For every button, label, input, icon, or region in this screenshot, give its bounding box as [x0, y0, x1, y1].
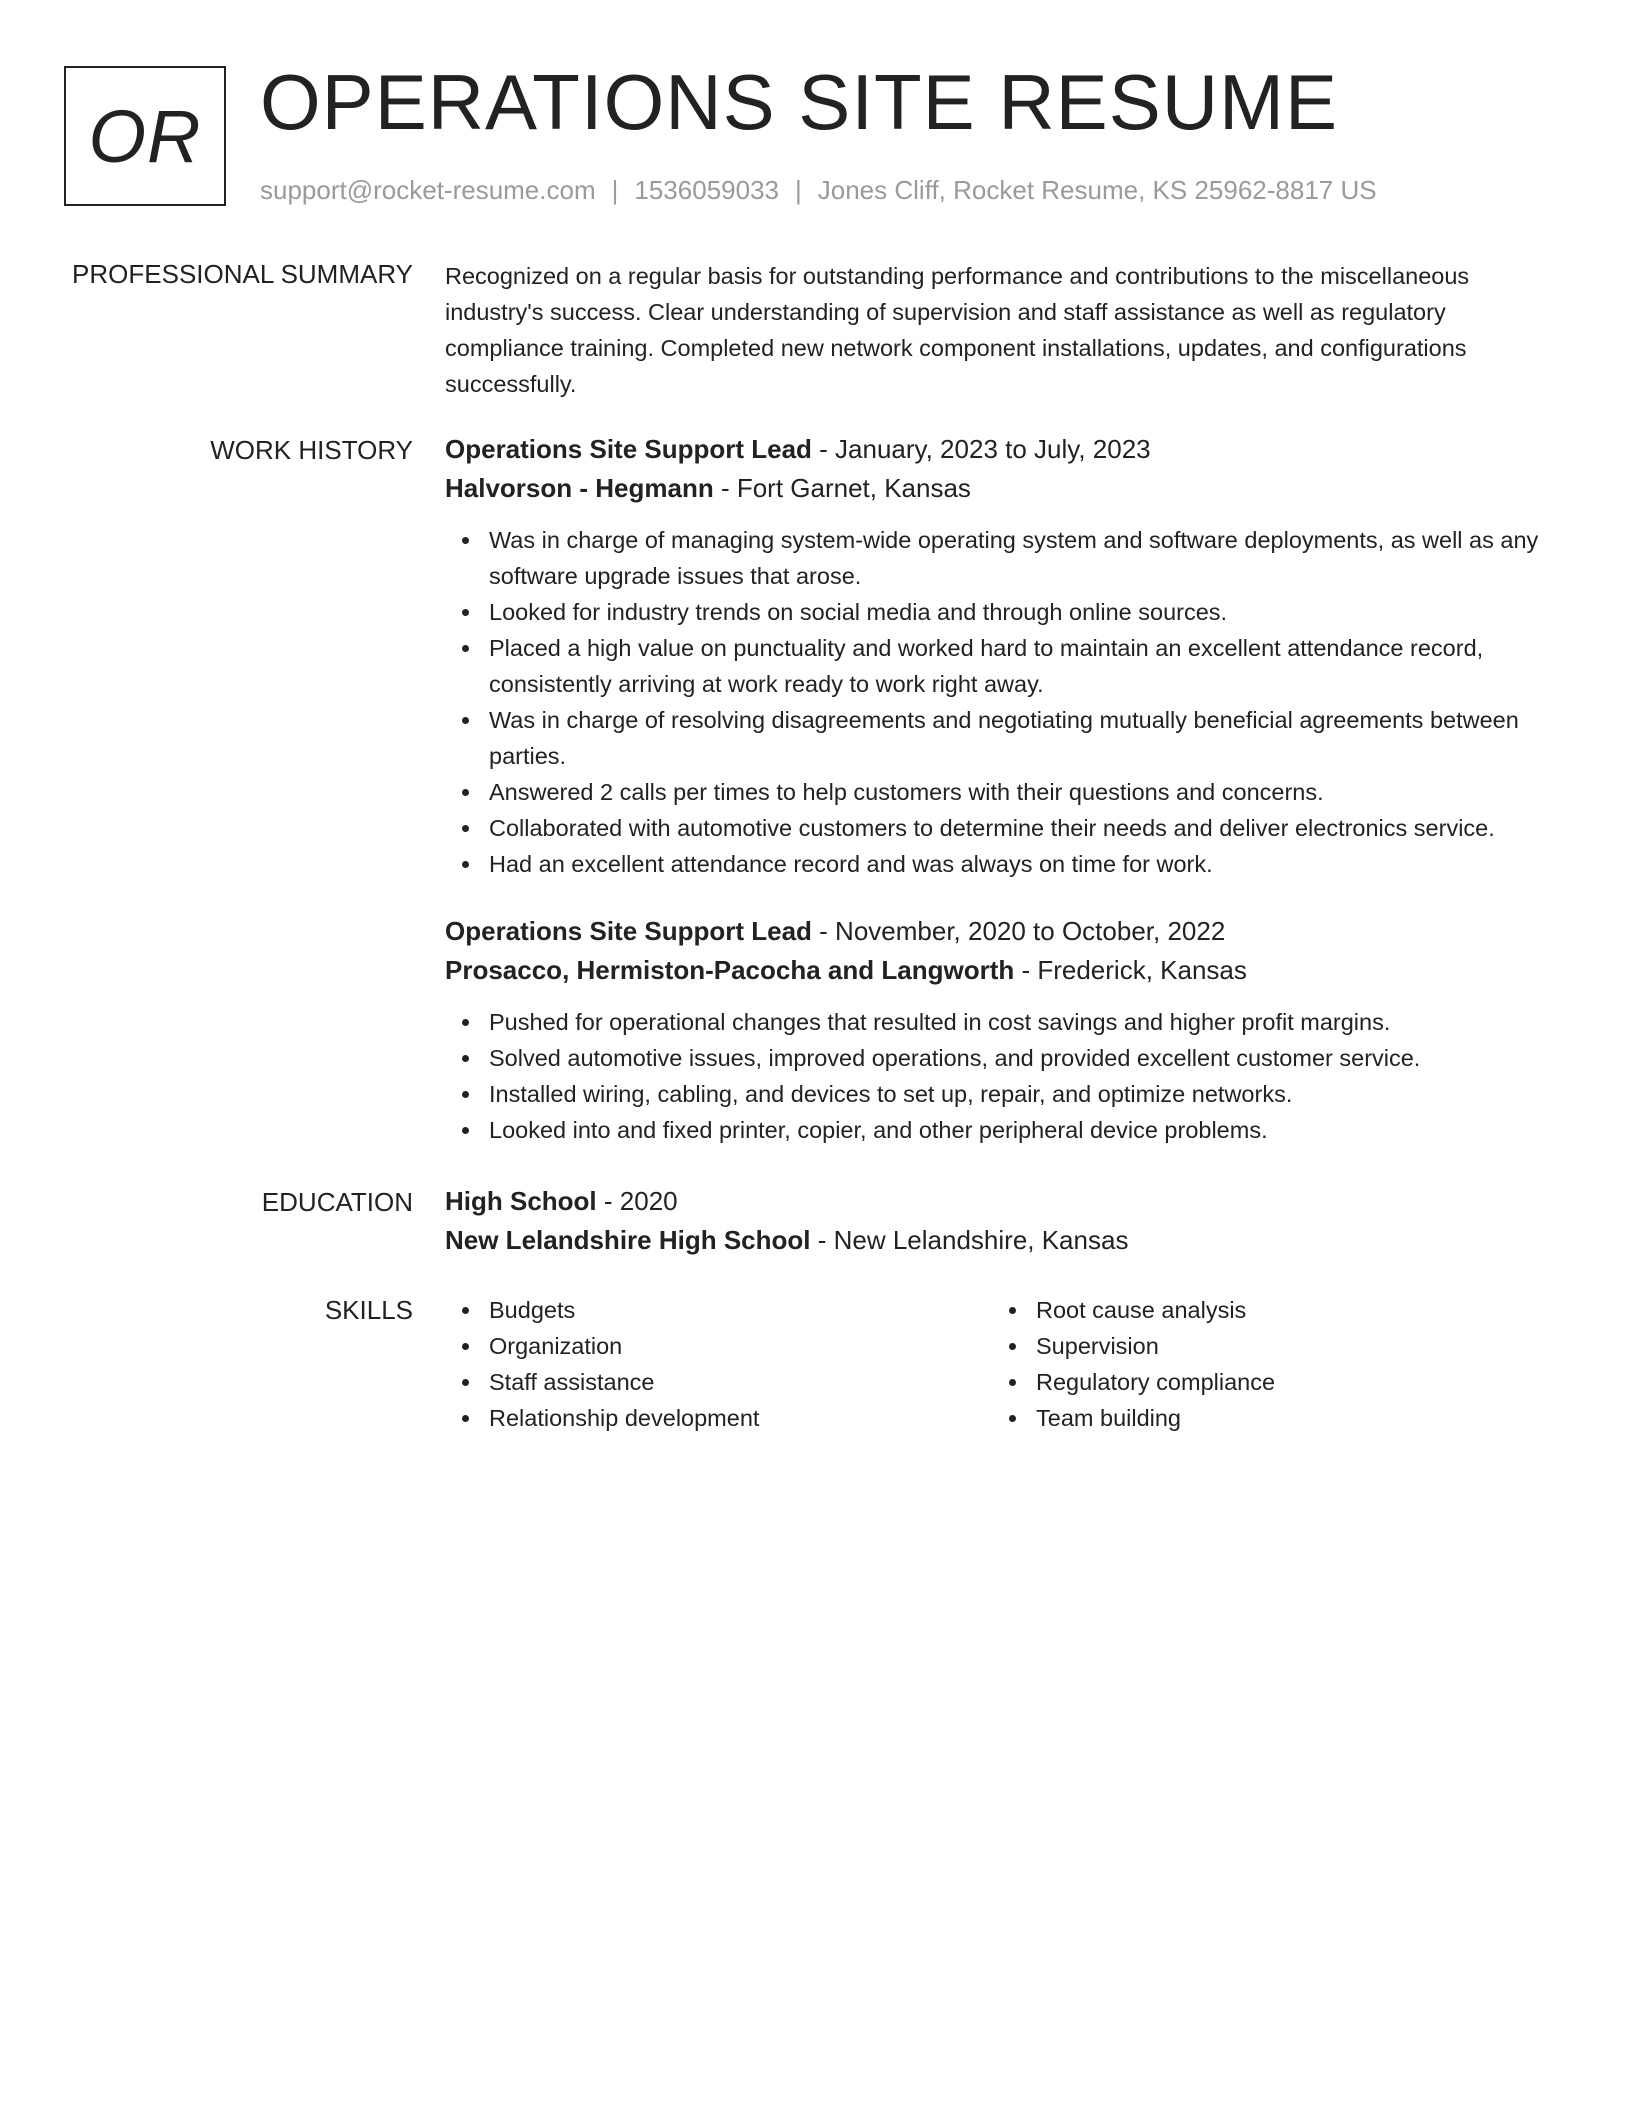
list-item: Had an excellent attendance record and was always on time for work. [489, 846, 1557, 882]
list-item: Budgets [489, 1292, 992, 1328]
monogram-badge: OR [64, 66, 226, 206]
job-title: Operations Site Support Lead [445, 434, 812, 464]
contact-email: support@rocket-resume.com [260, 175, 596, 205]
education-degree: High School [445, 1186, 597, 1216]
job-dates: - November, 2020 to October, 2022 [811, 916, 1226, 946]
summary-text: Recognized on a regular basis for outstanding performance and contributions to the miscellaneous industry's success. Clear understanding of supervision and staff assistance as well as regulatory compliance training. Completed new network component installations, updates, and configurations successfully. [445, 263, 1470, 397]
list-item: Organization [489, 1328, 992, 1364]
work-history-body [445, 430, 1557, 1148]
list-item: Was in charge of managing system-wide operating system and software deployments, as well as any software upgrade issues that arose. [489, 522, 1557, 594]
job-bullet-list [445, 1004, 1557, 1148]
job-entry [445, 912, 1557, 1148]
list-item: Collaborated with automotive customers to determine their needs and deliver electronics service. [489, 810, 1557, 846]
contact-separator: | [795, 175, 802, 205]
section-label-education: EDUCATION [261, 1187, 413, 1217]
education-location: - New Lelandshire, Kansas [810, 1225, 1129, 1255]
job-dates: - January, 2023 to July, 2023 [811, 434, 1151, 464]
list-item: Answered 2 calls per times to help customers with their questions and concerns. [489, 774, 1557, 810]
job-company-line [445, 951, 1557, 990]
job-title: Operations Site Support Lead [445, 916, 812, 946]
list-item: Looked into and fixed printer, copier, and other peripheral device problems. [489, 1112, 1557, 1148]
list-item: Was in charge of resolving disagreements and negotiating mutually beneficial agreements between parties. [489, 702, 1557, 774]
list-item: Root cause analysis [1036, 1292, 1539, 1328]
education-school: New Lelandshire High School [445, 1225, 811, 1255]
list-item: Supervision [1036, 1328, 1539, 1364]
list-item: Looked for industry trends on social media and through online sources. [489, 594, 1557, 630]
job-company: Halvorson - Hegmann [445, 473, 714, 503]
resume-title: OPERATIONS SITE RESUME [260, 58, 1339, 146]
skills-list-right [992, 1292, 1539, 1436]
education-body [445, 1182, 1557, 1260]
list-item: Placed a high value on punctuality and worked hard to maintain an excellent attendance record, consistently arriving at work ready to work right away. [489, 630, 1557, 702]
list-item: Staff assistance [489, 1364, 992, 1400]
job-title-line [445, 912, 1557, 951]
section-label-summary: PROFESSIONAL SUMMARY [72, 259, 413, 289]
job-company-line [445, 469, 1557, 508]
contact-phone: 1536059033 [634, 175, 779, 205]
contact-separator: | [611, 175, 619, 205]
job-bullet-list [445, 522, 1557, 882]
education-degree-line [445, 1182, 1557, 1221]
list-item: Regulatory compliance [1036, 1364, 1539, 1400]
list-item: Pushed for operational changes that resulted in cost savings and higher profit margins. [489, 1004, 1557, 1040]
skills-body [445, 1292, 1557, 1436]
list-item: Team building [1036, 1400, 1539, 1436]
job-location: - Frederick, Kansas [1014, 955, 1247, 985]
list-item: Installed wiring, cabling, and devices to set up, repair, and optimize networks. [489, 1076, 1557, 1112]
education-year: - 2020 [596, 1186, 678, 1216]
list-item: Solved automotive issues, improved operations, and provided excellent customer service. [489, 1040, 1557, 1076]
section-label-work-history: WORK HISTORY [210, 435, 413, 465]
contact-address: Jones Cliff, Rocket Resume, KS 25962-8817 US [817, 175, 1377, 205]
skills-list-left [445, 1292, 992, 1436]
education-school-line [445, 1221, 1557, 1260]
list-item: Relationship development [489, 1400, 992, 1436]
job-entry [445, 430, 1557, 882]
contact-line [260, 172, 1377, 208]
job-location: - Fort Garnet, Kansas [713, 473, 971, 503]
skills-grid [445, 1292, 1557, 1436]
job-title-line [445, 430, 1557, 469]
section-label-skills: SKILLS [324, 1295, 413, 1325]
job-company: Prosacco, Hermiston-Pacocha and Langworth [445, 955, 1015, 985]
